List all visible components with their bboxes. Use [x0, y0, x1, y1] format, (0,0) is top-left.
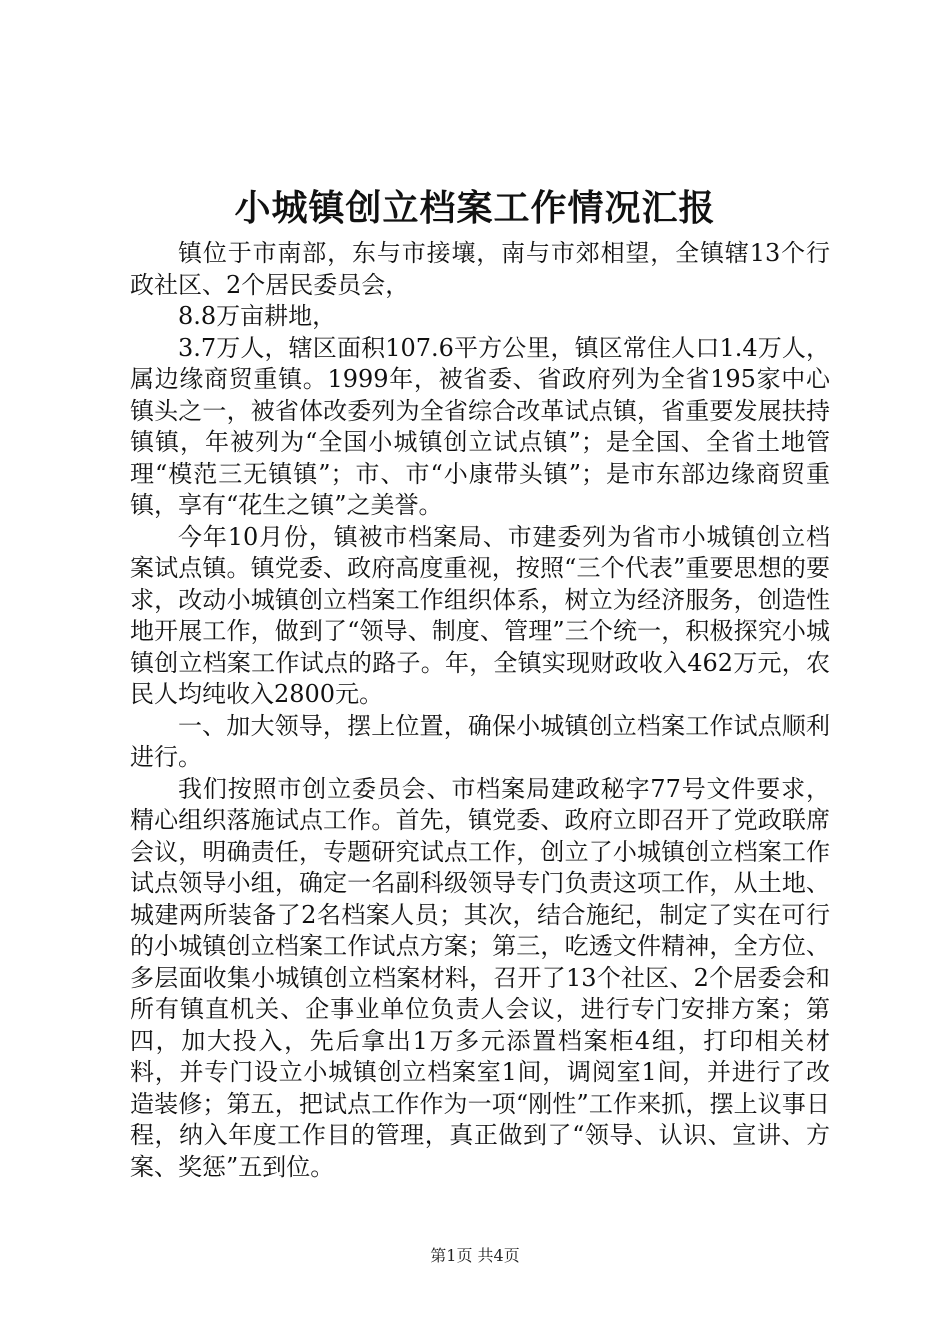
section-heading-1: 一、加大领导，摆上位置，确保小城镇创立档案工作试点顺利进行。: [130, 711, 830, 771]
paragraph-farmland: 8.8万亩耕地，: [178, 302, 337, 330]
document-title: 小城镇创立档案工作情况汇报: [234, 187, 716, 229]
paragraph-population: 3.7万人，辖区面积107.6平方公里，镇区常住人口1.4万人，属边缘商贸重镇。1999年，被省委、省政府列为全省195家中心镇头之一，被省体改委列为全省综合改革试点镇，省重要发展扶持镇镇，年被列为“全国小城镇创立试点镇”；是全国、全省土地管理“模范三无镇镇”；市、市“小康带头镇”；是市东部边缘商贸重镇，享有“花生之镇”之美誉。: [130, 333, 830, 519]
paragraph-intro: 镇位于市南部，东与市接壤，南与市郊相望，全镇辖13个行政社区、2个居民委员会，: [130, 239, 830, 299]
paragraph-measures: 我们按照市创立委员会、市档案局建政秘字77号文件要求，精心组织落施试点工作。首先，镇党委、政府立即召开了党政联席会议，明确责任，专题研究试点工作，创立了小城镇创立档案工作试点领导小组，确定一名副科级领导专门负责这项工作，从土地、城建两所装备了2名档案人员；其次，结合施纪，制定了实在可行的小城镇创立档案工作试点方案；第三，吃透文件精神，全方位、多层面收集小城镇创立档案材料，召开了13个社区、2个居委会和所有镇直机关、企事业单位负责人会议，进行专门安排方案；第四，加大投入，先后拿出1万多元添置档案柜4组，打印相关材料，并专门设立小城镇创立档案室1间，调阅室1间，并进行了改造装修；第五，把试点工作作为一项“刚性”工作来抓，摆上议事日程，纳入年度工作目的管理，真正做到了“领导、认识、宣讲、方案、奖惩”五到位。: [130, 774, 830, 1181]
page-number-footer: 第1页 共4页: [430, 1246, 520, 1265]
document-body: [130, 238, 830, 1183]
paragraph-pilot: 今年10月份，镇被市档案局、市建委列为省市小城镇创立档案试点镇。镇党委、政府高度重视，按照“三个代表”重要思想的要求，改动小城镇创立档案工作组织体系，树立为经济服务，创造性地开展工作，做到了“领导、制度、管理”三个统一，积极探究小城镇创立档案工作试点的路子。年，全镇实现财政收入462万元，农民人均纯收入2800元。: [130, 522, 830, 708]
